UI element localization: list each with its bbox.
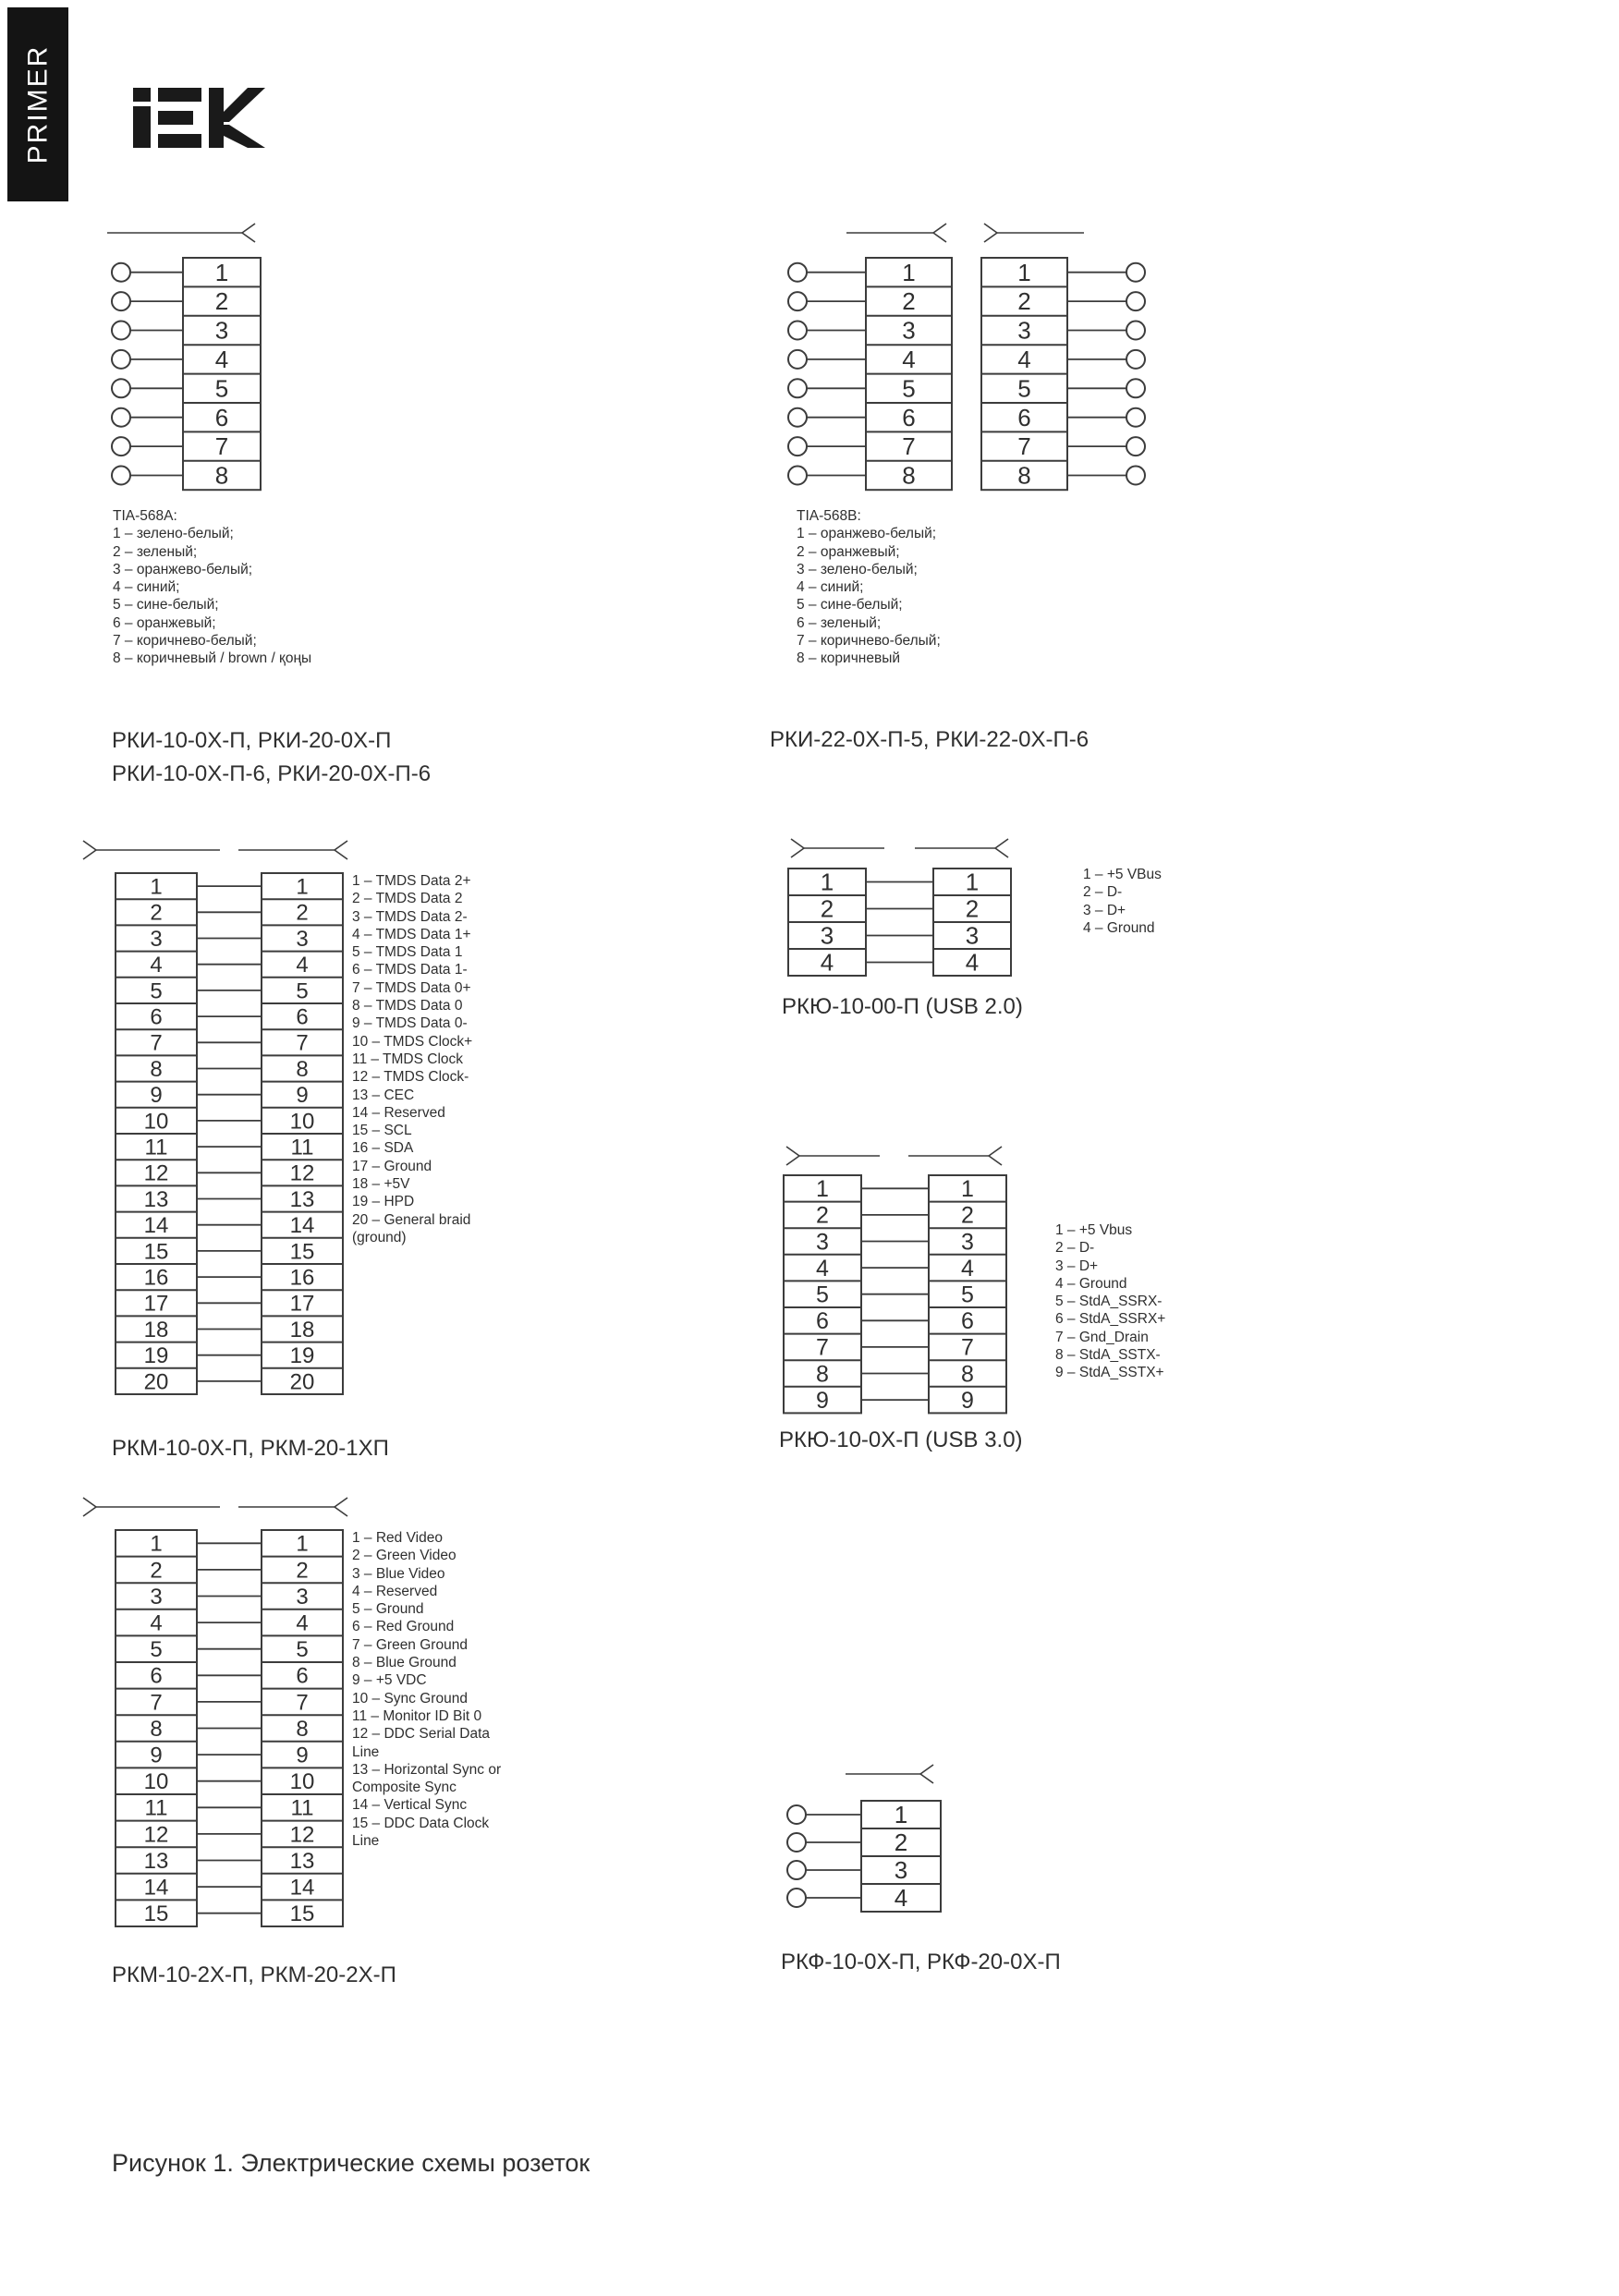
pin-number: 2 [214, 287, 229, 316]
pin-number: 2 [816, 1202, 829, 1229]
pin-number: 7 [150, 1030, 163, 1056]
pin-number: 9 [150, 1083, 163, 1109]
pin-number: 3 [816, 1229, 829, 1256]
pin-number: 1 [894, 1801, 908, 1829]
terminal-circle [112, 292, 130, 310]
pin-number: 13 [289, 1186, 315, 1212]
cable-arrowhead [920, 1774, 933, 1783]
legend-vga [352, 1529, 501, 1850]
pin-number: 1 [961, 1176, 974, 1202]
terminal-circle [1126, 437, 1145, 456]
pin-number: 3 [965, 921, 980, 950]
pin-number: 6 [816, 1308, 829, 1334]
legend-line: 2 – D- [1083, 884, 1123, 901]
pin-number: 13 [143, 1848, 169, 1874]
legend-line: 2 – оранжевый; [797, 543, 900, 560]
legend-line: 6 – StdA_SSRX+ [1055, 1311, 1166, 1328]
cable-arrowhead [786, 1147, 799, 1156]
pin-number: 20 [289, 1369, 315, 1395]
label-vga [112, 1959, 396, 1992]
pin-number: 8 [150, 1716, 163, 1742]
diagram-usb3 [784, 1147, 1006, 1414]
product-code-line: РКИ-10-0Х-П-6, РКИ-20-0Х-П-6 [112, 761, 432, 786]
pin-number: 4 [296, 953, 309, 978]
terminal-circle [788, 408, 807, 427]
pin-number: 6 [150, 1004, 163, 1030]
legend-line: 5 – TMDS Data 1 [352, 944, 463, 961]
product-code-line: РКФ-10-0Х-П, РКФ-20-0Х-П [781, 1950, 1061, 1974]
pin-number: 2 [296, 1558, 309, 1584]
legend-line: 4 – синий; [797, 579, 864, 596]
pin-number: 1 [820, 868, 834, 896]
legend-line: 3 – оранжево-белый; [113, 561, 253, 577]
legend-line: 12 – TMDS Clock- [352, 1069, 469, 1086]
pin-number: 2 [894, 1828, 908, 1857]
legend-line: 10 – Sync Ground [352, 1690, 468, 1707]
pin-number: 2 [296, 900, 309, 926]
legend-line: 3 – D+ [1083, 902, 1126, 918]
pin-number: 4 [214, 346, 229, 373]
pin-number: 19 [289, 1343, 315, 1369]
cable-arrowhead [995, 839, 1008, 848]
pin-number: 14 [143, 1213, 169, 1239]
pin-number: 9 [296, 1743, 309, 1768]
cable-arrowhead [83, 1498, 96, 1507]
terminal-circle [1126, 292, 1145, 310]
diagram-usb2 [788, 839, 1011, 977]
pin-number: 7 [961, 1334, 974, 1361]
pin-number: 4 [961, 1255, 974, 1282]
pin-number: 15 [143, 1239, 169, 1265]
pin-number: 5 [296, 978, 309, 1004]
terminal-circle [1126, 467, 1145, 485]
legend-line: 6 – оранжевый; [113, 614, 216, 631]
pin-number: 7 [150, 1690, 163, 1716]
pin-number: 8 [1017, 461, 1031, 490]
pin-number: 7 [296, 1690, 309, 1716]
diagram-vga [83, 1498, 347, 1926]
terminal-circle [112, 350, 130, 369]
pin-number: 7 [296, 1030, 309, 1056]
pin-number: 4 [894, 1884, 908, 1913]
cable-arrowhead [920, 1765, 933, 1774]
pin-number: 12 [143, 1160, 169, 1186]
cable-arrowhead [984, 224, 997, 233]
legend-usb2 [1083, 866, 1162, 937]
pin-number: 7 [816, 1334, 829, 1361]
pin-number: 11 [144, 1135, 168, 1160]
legend-line: 8 – Blue Ground [352, 1655, 456, 1671]
legend-line: 2 – D- [1055, 1240, 1095, 1257]
legend-line: 2 – зеленый; [113, 543, 198, 560]
cable-arrowhead [933, 224, 946, 233]
pin-number: 5 [1017, 374, 1031, 403]
pin-number: 9 [296, 1083, 309, 1109]
cable-arrowhead [83, 850, 96, 859]
terminal-circle [1126, 408, 1145, 427]
pin-number: 5 [816, 1282, 829, 1308]
product-code-line: РКМ-10-2Х-П, РКМ-20-2Х-П [112, 1962, 396, 1987]
label-rki_a [112, 724, 431, 791]
cable-arrowhead [335, 850, 347, 859]
pin-number: 12 [289, 1160, 315, 1186]
pin-number: 2 [961, 1202, 974, 1229]
legend-line: 5 – StdA_SSRX- [1055, 1294, 1163, 1310]
pin-number: 6 [296, 1663, 309, 1689]
terminal-circle [112, 322, 130, 340]
pin-number: 6 [1017, 403, 1031, 431]
pin-number: 11 [290, 1795, 314, 1821]
legend-line: 4 – TMDS Data 1+ [352, 926, 471, 942]
legend-line: 3 – D+ [1055, 1257, 1099, 1274]
figure-caption: Рисунок 1. Электрические схемы розеток [112, 2149, 590, 2177]
legend-line: 8 – StdA_SSTX- [1055, 1347, 1161, 1364]
pin-number: 15 [143, 1901, 169, 1927]
cable-arrowhead [933, 233, 946, 242]
terminal-circle [788, 379, 807, 397]
terminal-circle [1126, 350, 1145, 369]
cable-arrowhead [984, 233, 997, 242]
cable-arrowhead [791, 848, 804, 857]
pin-number: 10 [143, 1769, 169, 1795]
legend-line: 1 – +5 VBus [1083, 867, 1162, 882]
legend-line: 9 – TMDS Data 0- [352, 1015, 468, 1032]
cable-arrowhead [242, 224, 255, 233]
legend-line: 7 – Gnd_Drain [1055, 1329, 1149, 1345]
pin-number: 4 [150, 953, 163, 978]
pin-number: 4 [1017, 346, 1031, 373]
product-code-line: РКИ-22-0Х-П-5, РКИ-22-0Х-П-6 [770, 727, 1089, 752]
cable-arrowhead [242, 233, 255, 242]
pin-number: 12 [289, 1822, 315, 1848]
pin-number: 8 [214, 461, 229, 490]
pin-number: 3 [1017, 316, 1031, 345]
legend-line: 5 – сине-белый; [113, 597, 219, 613]
product-code-line: РКМ-10-0Х-П, РКМ-20-1ХП [112, 1436, 389, 1461]
pin-number: 13 [289, 1848, 315, 1874]
pin-number: 3 [150, 926, 163, 952]
legend-line: 5 – сине-белый; [797, 597, 903, 613]
diagram-hdmi [83, 841, 347, 1394]
pin-number: 1 [214, 258, 229, 286]
label-hdmi [112, 1432, 389, 1465]
pin-number: 20 [143, 1369, 169, 1395]
pin-number: 11 [144, 1795, 168, 1821]
pin-number: 5 [961, 1282, 974, 1308]
cable-arrowhead [83, 841, 96, 850]
pin-number: 9 [816, 1387, 829, 1414]
pin-number: 11 [290, 1135, 314, 1160]
terminal-circle [112, 437, 130, 456]
legend-usb3 [1055, 1221, 1165, 1382]
pin-number: 5 [214, 374, 229, 403]
legend-rki_b [797, 507, 941, 668]
label-usb2 [782, 990, 1023, 1024]
legend-line: 4 – Reserved [352, 1583, 438, 1599]
pin-number: 6 [961, 1308, 974, 1334]
legend-line: 14 – Vertical Sync [352, 1797, 468, 1814]
pin-number: 5 [150, 978, 163, 1004]
pin-number: 3 [150, 1584, 163, 1610]
terminal-circle [788, 350, 807, 369]
pin-number: 5 [150, 1637, 163, 1663]
pin-number: 4 [902, 346, 916, 373]
pin-number: 17 [289, 1291, 315, 1317]
pin-number: 2 [150, 900, 163, 926]
terminal-circle [1126, 322, 1145, 340]
pin-number: 15 [289, 1901, 315, 1927]
product-code-line: РКИ-10-0Х-П, РКИ-20-0Х-П [112, 728, 392, 753]
legend-line: 9 – StdA_SSTX+ [1055, 1365, 1164, 1381]
pin-number: 10 [289, 1109, 315, 1135]
pin-number: 18 [289, 1317, 315, 1342]
pin-number: 4 [150, 1610, 163, 1636]
label-usb3 [779, 1424, 1023, 1457]
label-rkf [781, 1946, 1061, 1979]
pin-number: 3 [214, 316, 229, 345]
cable-arrowhead [335, 1507, 347, 1516]
legend-line: 4 – Ground [1083, 919, 1155, 936]
legend-line: (ground) [352, 1229, 407, 1245]
pin-number: 19 [143, 1343, 169, 1369]
legend-line: 3 – зелено-белый; [797, 561, 918, 577]
legend-line: 9 – +5 VDC [352, 1672, 427, 1689]
legend-line: 13 – Horizontal Sync or [352, 1761, 502, 1778]
pin-number: 2 [150, 1558, 163, 1584]
pin-number: 9 [961, 1387, 974, 1414]
terminal-circle [787, 1889, 806, 1907]
pin-number: 6 [150, 1663, 163, 1689]
legend-line: 3 – Blue Video [352, 1565, 445, 1582]
diagram-rkf [787, 1765, 941, 1912]
legend-line: 17 – Ground [352, 1158, 432, 1174]
pin-number: 2 [820, 894, 834, 923]
pin-number: 16 [143, 1265, 169, 1291]
legend-line: TIA-568B: [797, 508, 861, 524]
legend-line: Line [352, 1833, 380, 1850]
label-rki_b [770, 723, 1089, 757]
terminal-circle [112, 263, 130, 282]
legend-line: 11 – TMDS Clock [352, 1051, 464, 1067]
terminal-circle [112, 408, 130, 427]
pin-number: 5 [296, 1637, 309, 1663]
pin-number: 3 [296, 1584, 309, 1610]
cable-arrowhead [83, 1507, 96, 1516]
legend-line: 18 – +5V [352, 1176, 410, 1193]
pin-number: 3 [296, 926, 309, 952]
pin-number: 5 [902, 374, 916, 403]
pin-number: 10 [289, 1769, 315, 1795]
pin-number: 1 [1017, 258, 1031, 286]
pin-number: 1 [296, 874, 309, 900]
pin-number: 14 [143, 1875, 169, 1901]
terminal-circle [787, 1805, 806, 1824]
legend-line: 1 – TMDS Data 2+ [352, 873, 471, 889]
legend-line: Composite Sync [352, 1780, 456, 1796]
pin-number: 18 [143, 1317, 169, 1342]
legend-line: 1 – оранжево-белый; [797, 526, 937, 542]
legend-line: Line [352, 1743, 380, 1760]
pin-number: 7 [902, 432, 916, 461]
pin-number: 6 [902, 403, 916, 431]
legend-line: 2 – TMDS Data 2 [352, 891, 463, 907]
legend-line: 14 – Reserved [352, 1104, 445, 1121]
legend-line: 7 – коричнево-белый; [113, 633, 257, 650]
primer-label: PRIMER [22, 44, 53, 164]
legend-line: 2 – Green Video [352, 1548, 456, 1564]
terminal-circle [787, 1833, 806, 1852]
terminal-circle [788, 292, 807, 310]
legend-line: 20 – General braid [352, 1211, 471, 1228]
pin-number: 1 [150, 1531, 163, 1557]
terminal-circle [788, 263, 807, 282]
legend-line: 8 – TMDS Data 0 [352, 998, 463, 1014]
legend-hdmi [352, 872, 472, 1246]
legend-line: 6 – зеленый; [797, 614, 882, 631]
pin-number: 14 [289, 1213, 315, 1239]
diagram-rki_a [107, 224, 261, 490]
legend-line: 1 – Red Video [352, 1530, 443, 1546]
terminal-circle [787, 1861, 806, 1879]
pin-number: 15 [289, 1239, 315, 1265]
cable-arrowhead [791, 839, 804, 848]
legend-line: 6 – TMDS Data 1- [352, 962, 468, 978]
legend-line: 15 – DDC Data Clock [352, 1815, 490, 1831]
pin-number: 8 [296, 1056, 309, 1082]
pin-number: 4 [820, 948, 834, 977]
legend-rki_a [113, 507, 311, 668]
pin-number: 7 [214, 432, 229, 461]
legend-line: 5 – Ground [352, 1601, 424, 1618]
cable-arrowhead [995, 848, 1008, 857]
legend-line: 11 – Monitor ID Bit 0 [352, 1707, 482, 1724]
legend-line: 10 – TMDS Clock+ [352, 1033, 473, 1050]
cable-arrowhead [786, 1156, 799, 1165]
pin-number: 3 [820, 921, 834, 950]
pin-number: 13 [143, 1186, 169, 1212]
legend-line: 19 – HPD [352, 1194, 415, 1210]
legend-line: 8 – коричневый [797, 650, 900, 667]
pin-number: 16 [289, 1265, 315, 1291]
legend-line: 4 – синий; [113, 579, 180, 596]
pin-number: 14 [289, 1875, 315, 1901]
terminal-circle [112, 379, 130, 397]
pin-number: 8 [150, 1056, 163, 1082]
pin-number: 2 [902, 287, 916, 316]
pin-number: 10 [143, 1109, 169, 1135]
cable-arrowhead [335, 1498, 347, 1507]
pin-number: 8 [961, 1361, 974, 1388]
pin-number: 1 [816, 1176, 829, 1202]
terminal-circle [788, 437, 807, 456]
cable-arrowhead [335, 841, 347, 850]
terminal-circle [112, 467, 130, 485]
diagram-rki_b [788, 224, 1145, 490]
terminal-circle [1126, 263, 1145, 282]
pin-number: 3 [894, 1856, 908, 1885]
legend-line: 8 – коричневый / brown / қоңы [113, 650, 312, 667]
pin-number: 3 [902, 316, 916, 345]
legend-line: 7 – коричнево-белый; [797, 633, 941, 650]
cable-arrowhead [989, 1156, 1002, 1165]
pin-number: 8 [816, 1361, 829, 1388]
legend-line: 7 – Green Ground [352, 1636, 468, 1653]
pin-number: 7 [1017, 432, 1031, 461]
legend-line: 15 – SCL [352, 1123, 412, 1139]
product-code-line: РКЮ-10-00-П (USB 2.0) [782, 994, 1023, 1019]
legend-line: 16 – SDA [352, 1140, 414, 1157]
pin-number: 12 [143, 1822, 169, 1848]
legend-line: 7 – TMDS Data 0+ [352, 979, 471, 996]
pin-number: 6 [296, 1004, 309, 1030]
legend-line: 13 – CEC [352, 1087, 415, 1103]
pin-number: 4 [296, 1610, 309, 1636]
pin-number: 1 [902, 258, 916, 286]
pin-number: 3 [961, 1229, 974, 1256]
terminal-circle [788, 467, 807, 485]
pin-number: 9 [150, 1743, 163, 1768]
pin-number: 1 [296, 1531, 309, 1557]
pin-number: 8 [902, 461, 916, 490]
pin-number: 1 [150, 874, 163, 900]
legend-line: 4 – Ground [1055, 1275, 1127, 1292]
terminal-circle [788, 322, 807, 340]
pin-number: 4 [816, 1255, 829, 1282]
pin-number: 2 [965, 894, 980, 923]
pin-number: 1 [965, 868, 980, 896]
cable-arrowhead [989, 1147, 1002, 1156]
product-code-line: РКЮ-10-0Х-П (USB 3.0) [779, 1427, 1023, 1452]
legend-line: 1 – +5 Vbus [1055, 1222, 1133, 1238]
pin-number: 2 [1017, 287, 1031, 316]
legend-line: 12 – DDC Serial Data [352, 1726, 491, 1743]
pin-number: 4 [965, 948, 980, 977]
legend-line: 3 – TMDS Data 2- [352, 908, 468, 925]
legend-line: TIA-568A: [113, 508, 177, 524]
legend-line: 6 – Red Ground [352, 1619, 455, 1635]
pin-number: 8 [296, 1716, 309, 1742]
terminal-circle [1126, 379, 1145, 397]
pin-number: 6 [214, 403, 229, 431]
legend-line: 1 – зелено-белый; [113, 526, 234, 542]
pin-number: 17 [143, 1291, 169, 1317]
